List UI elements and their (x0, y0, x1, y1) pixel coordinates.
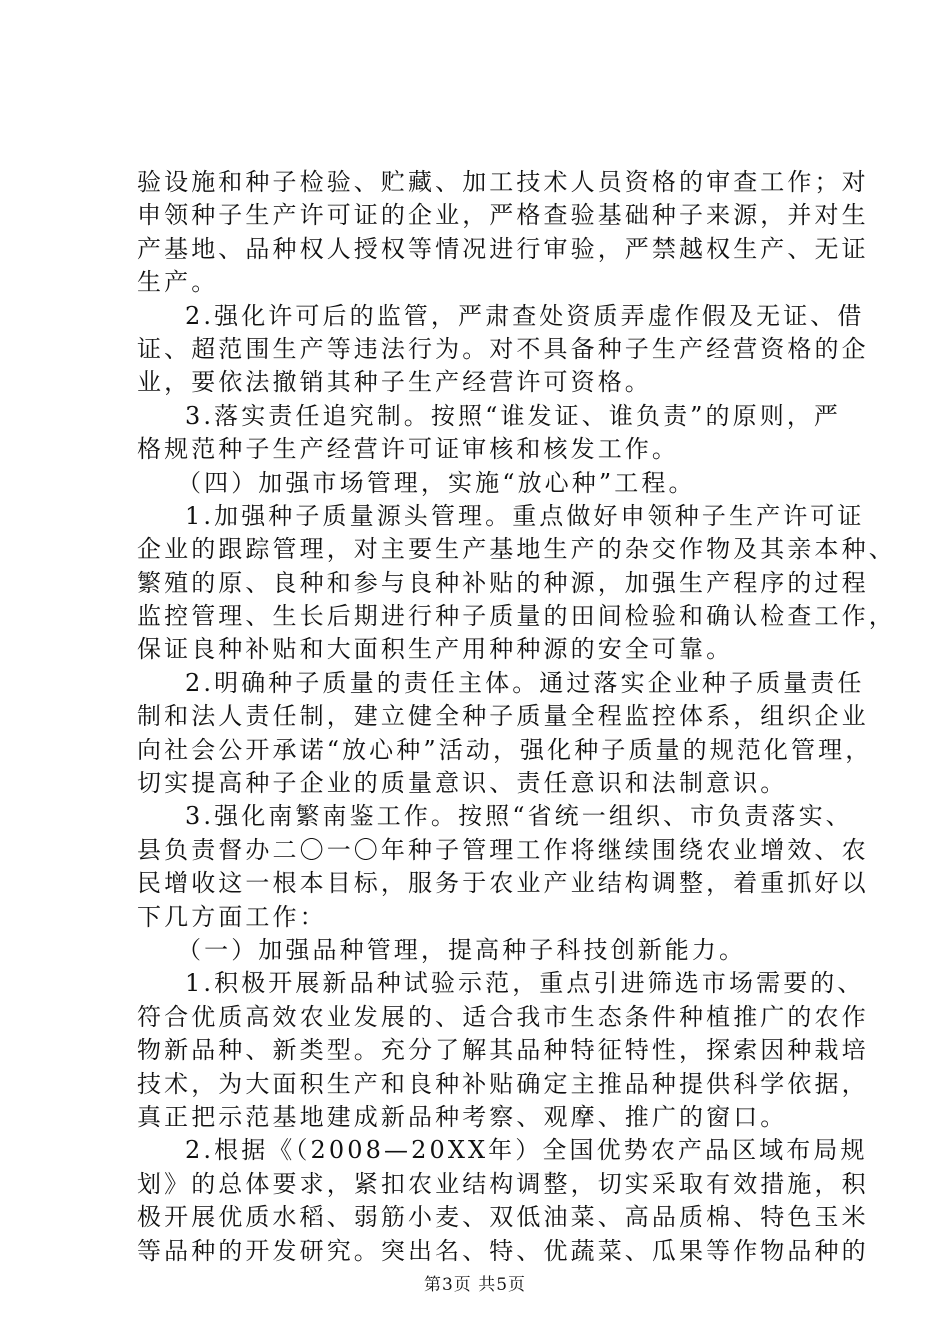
text-line: 产基地、品种权人授权等情况进行审验，严禁越权生产、无证 (137, 234, 869, 263)
text-line: 监控管理、生长后期进行种子质量的田间检验和确认检查工作， (137, 602, 896, 631)
text-line: 企业的跟踪管理，对主要生产基地生产的杂交作物及其亲本种、 (137, 535, 896, 564)
text-line: 下几方面工作： (137, 902, 327, 931)
text-line: 符合优质高效农业发展的、适合我市生态条件种植推广的农作 (137, 1002, 869, 1031)
text-line: 技术，为大面积生产和良种补贴确定主推品种提供科学依据， (137, 1069, 869, 1098)
text-line: 切实提高种子企业的质量意识、责任意识和法制意识。 (137, 769, 788, 798)
text-line: 真正把示范基地建成新品种考察、观摩、推广的窗口。 (137, 1102, 788, 1131)
paragraph-first-line: 3.强化南繁南鉴工作。按照“省统一组织、市负责落实、 (185, 802, 853, 831)
section-heading: （一）加强品种管理，提高种子科技创新能力。 (177, 935, 747, 964)
text-line: 极开展优质水稻、弱筋小麦、双低油菜、高品质棉、特色玉米 (137, 1203, 869, 1232)
text-line: 划》的总体要求，紧扣农业结构调整，切实采取有效措施，积 (137, 1169, 869, 1198)
paragraph-first-line: 2.根据《（2008—20XX年）全国优势农产品区域布局规 (185, 1136, 868, 1165)
text-line: 县负责督办二〇一〇年种子管理工作将继续围绕农业增效、农 (137, 835, 869, 864)
text-line: 生产。 (137, 268, 219, 297)
text-line: 繁殖的原、良种和参与良种补贴的种源，加强生产程序的过程 (137, 568, 869, 597)
text-line: 等品种的开发研究。突出名、特、优蔬菜、瓜果等作物品种的 (137, 1236, 869, 1265)
text-line: 格规范种子生产经营许可证审核和核发工作。 (137, 435, 679, 464)
paragraph-first-line: 2.明确种子质量的责任主体。通过落实企业种子质量责任 (185, 668, 865, 697)
text-line: 保证良种补贴和大面积生产用种种源的安全可靠。 (137, 635, 734, 664)
text-line: 申领种子生产许可证的企业，严格查验基础种子来源，并对生 (137, 201, 869, 230)
paragraph-first-line: 2.强化许可后的监管，严肃查处资质弄虚作假及无证、借 (185, 301, 865, 330)
paragraph-first-line: 1.积极开展新品种试验示范，重点引进筛选市场需要的、 (185, 969, 865, 998)
paragraph-first-line: 3.落实责任追究制。按照“谁发证、谁负责”的原则，严 (185, 401, 842, 430)
text-line: 民增收这一根本目标，服务于农业产业结构调整，着重抓好以 (137, 869, 869, 898)
page-number-footer: 第3页 共5页 (423, 1275, 527, 1295)
text-line: 物新品种、新类型。充分了解其品种特征特性，探索因种栽培 (137, 1036, 869, 1065)
text-line: 验设施和种子检验、贮藏、加工技术人员资格的审查工作；对 (137, 168, 869, 196)
text-line: 制和法人责任制，建立健全种子质量全程监控体系，组织企业 (137, 702, 869, 731)
section-heading: （四）加强市场管理，实施“放心种”工程。 (177, 468, 696, 497)
text-line: 证、超范围生产等违法行为。对不具备种子生产经营资格的企 (137, 334, 869, 363)
paragraph-first-line: 1.加强种子质量源头管理。重点做好申领种子生产许可证 (185, 501, 865, 530)
text-line: 向社会公开承诺“放心种”活动，强化种子质量的规范化管理， (137, 735, 873, 764)
document-body (137, 166, 896, 1268)
text-line: 业，要依法撤销其种子生产经营许可资格。 (137, 368, 652, 397)
